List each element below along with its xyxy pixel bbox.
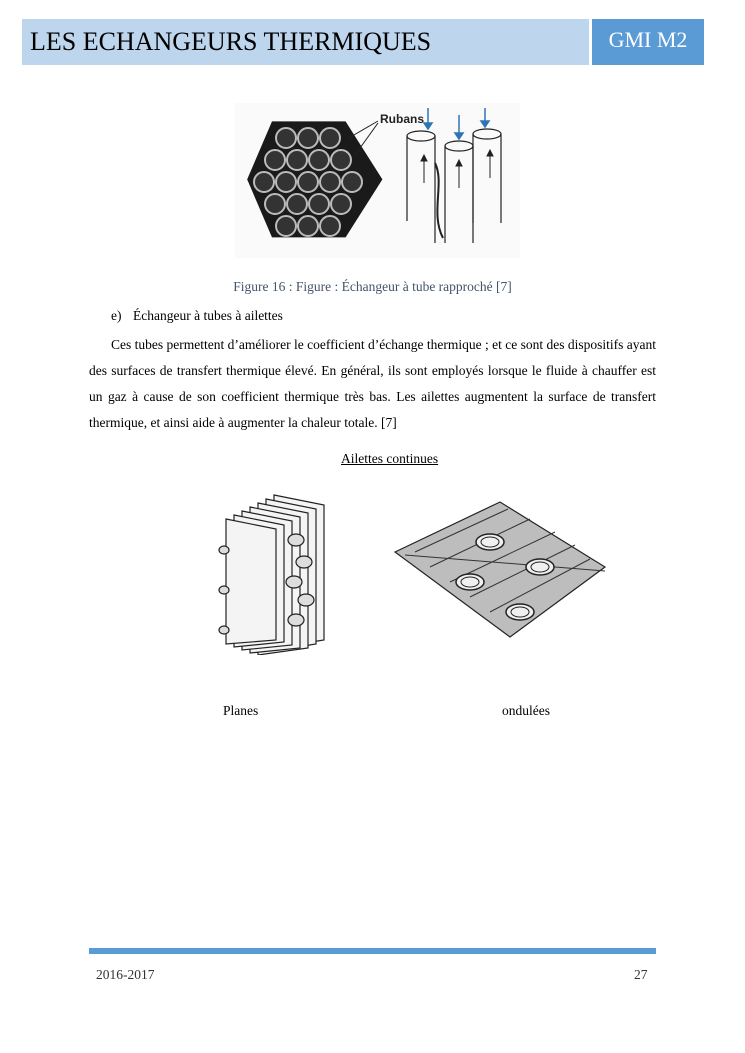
label-ondulees: ondulées: [502, 703, 550, 718]
body-paragraph: Ces tubes permettent d’améliorer le coefficient d’échange thermique ; et ce sont des dispositifs ayant des surfaces de transfert thermique élevé. En général, ils sont employés lorsque le fluide à chauffer est un gaz à cause de son coefficient thermique très bas. Les ailettes augmentent la surface de transfert thermique, et ainsi aide à augmenter la chaleur totale. [7]: [89, 337, 656, 430]
header-code: GMI M2: [592, 19, 704, 65]
section-title: Échangeur à tubes à ailettes: [133, 308, 283, 323]
list-marker: e): [111, 308, 122, 323]
label-rubans: Rubans: [380, 112, 425, 126]
figure-ailettes-ondulees: [390, 497, 610, 645]
figure-ailettes-planes: [214, 490, 329, 655]
subheading-ailettes: Ailettes continues: [341, 451, 439, 466]
footer-divider: [89, 948, 656, 954]
figure-tube-bundle: [235, 103, 520, 258]
list-item-e: [111, 308, 283, 324]
figure-caption: Figure 16 : Figure : Échangeur à tube rapproché [7]: [233, 279, 512, 294]
page-number: 27: [634, 967, 648, 982]
header-title: LES ECHANGEURS THERMIQUES: [22, 19, 589, 65]
label-planes: Planes: [223, 703, 259, 718]
footer-year: 2016-2017: [96, 967, 155, 982]
